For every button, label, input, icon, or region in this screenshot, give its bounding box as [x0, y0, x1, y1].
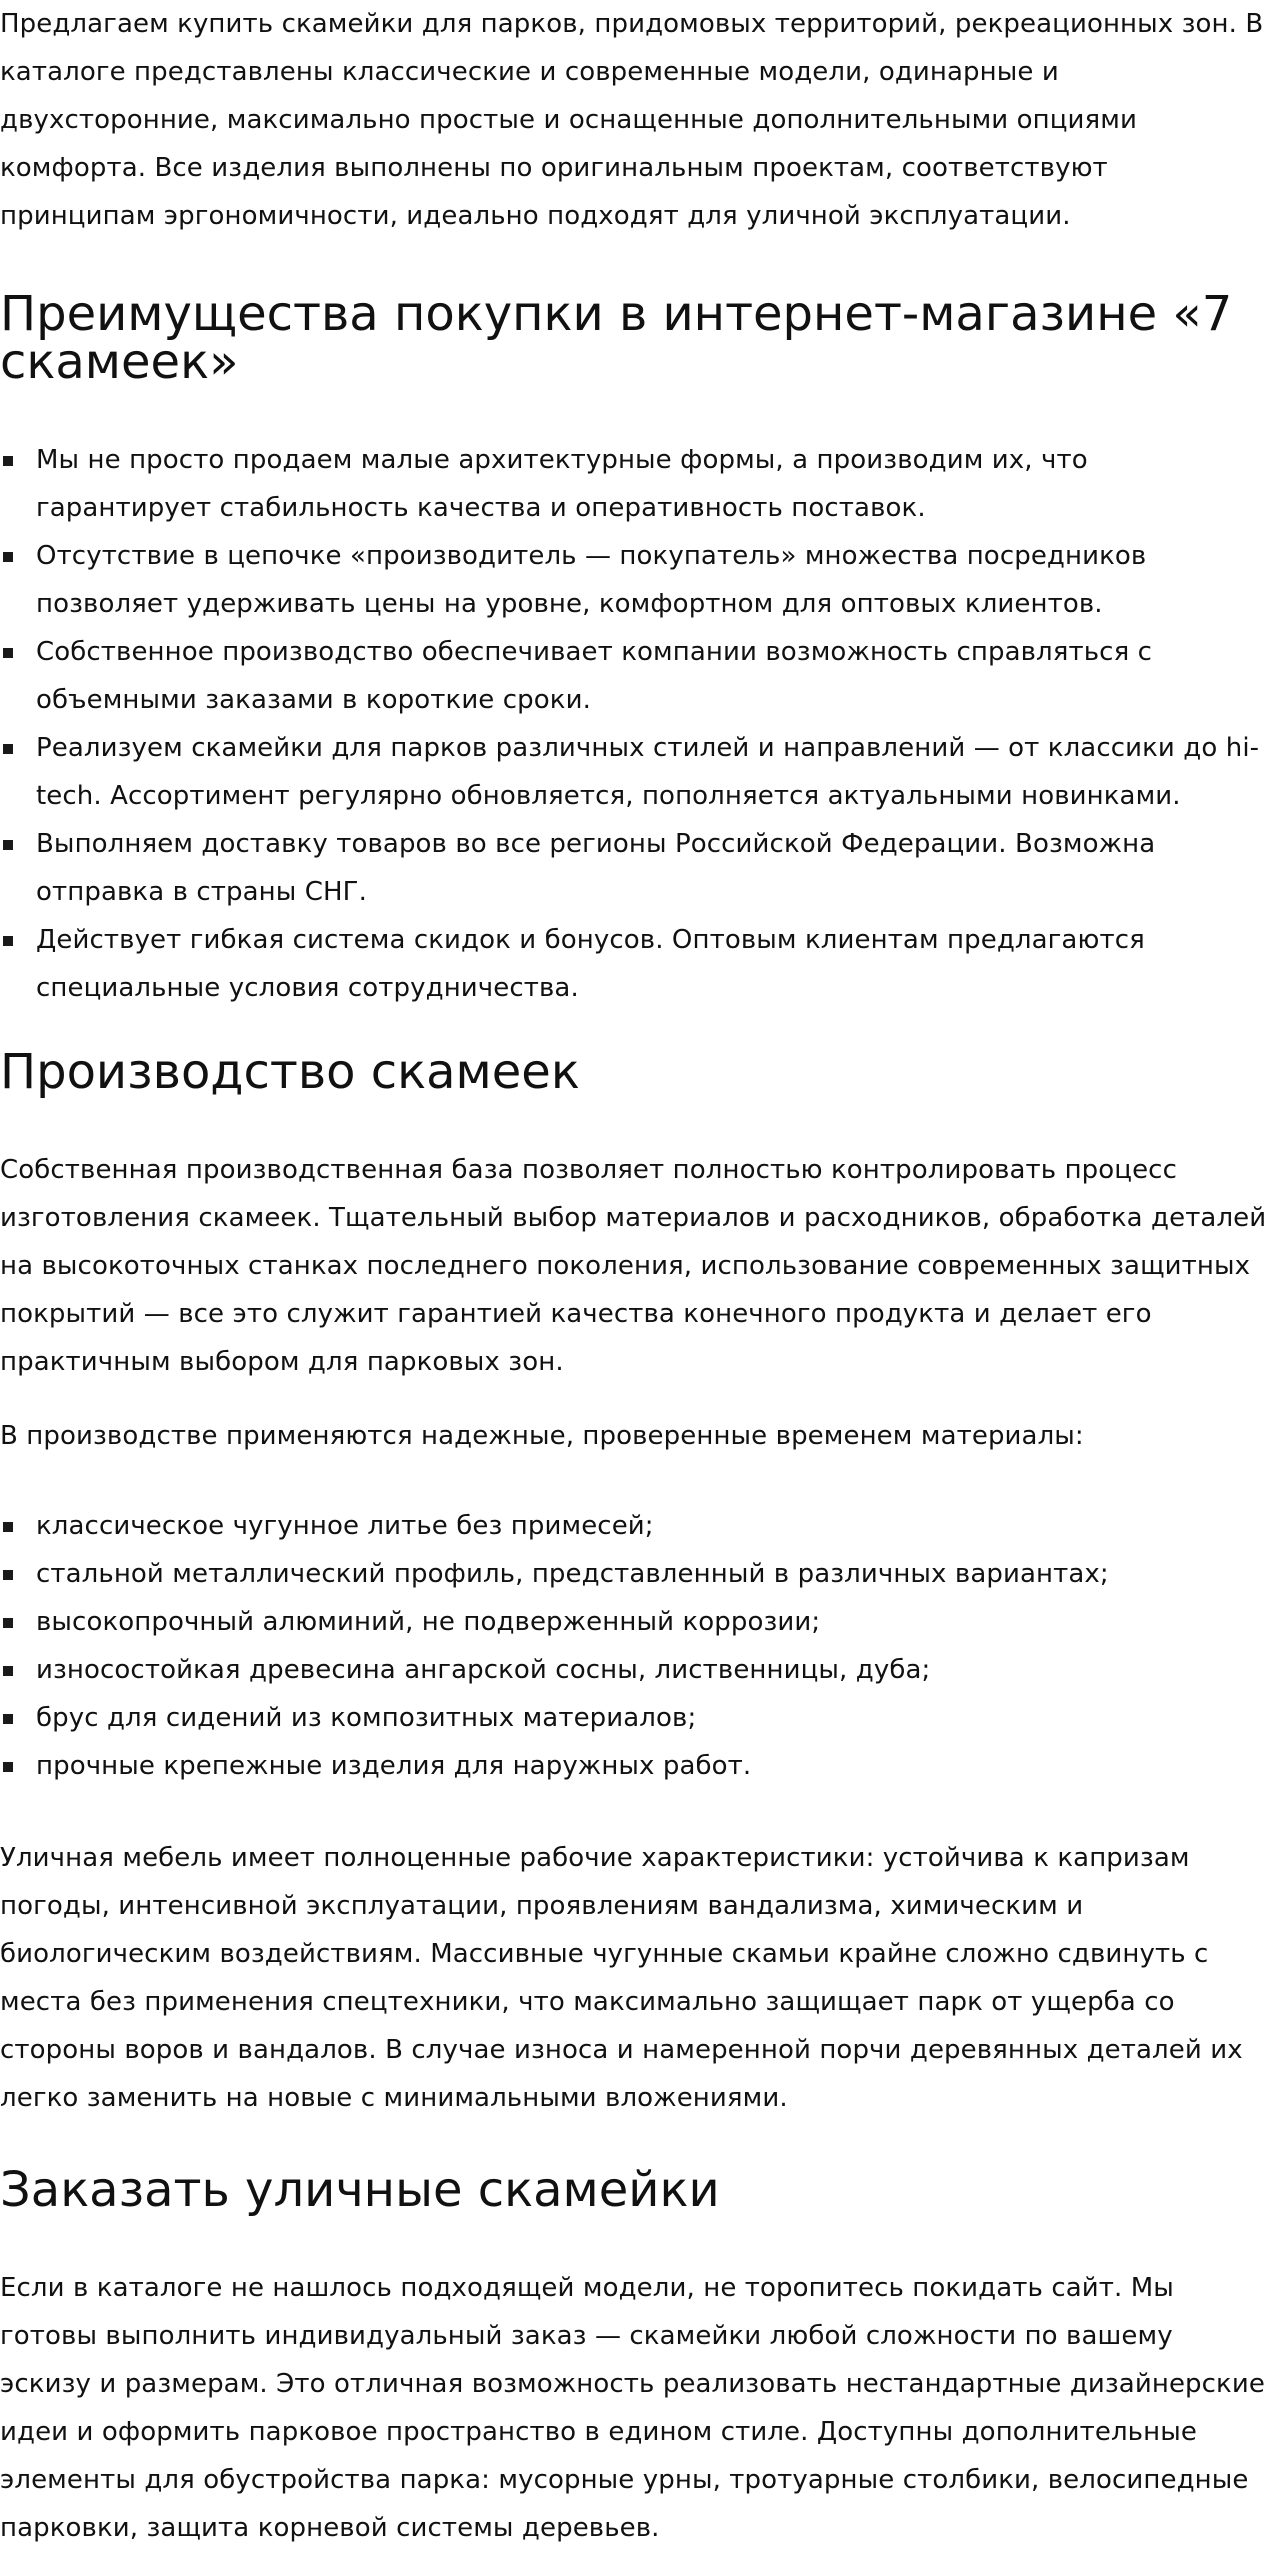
square-bullet-icon [3, 744, 13, 754]
square-bullet-icon [3, 552, 13, 562]
square-bullet-icon [3, 936, 13, 946]
production-paragraph: Собственная производственная база позволяет полностью контролировать процесс изготовления скамеек. Тщательный выбор материалов и расходников, обработка деталей на высокоточных станках последнего поколения, использование современных защитных покрытий — все это служит гарантией качества конечного продукта и делает его практичным выбором для парковых зон. [0, 1155, 1267, 1377]
square-bullet-icon [3, 1618, 13, 1628]
list-item: Мы не просто продаем малые архитектурные формы, а производим их, что гарантирует стабильность качества и оперативность поставок. [0, 436, 1270, 532]
list-item: Выполняем доставку товаров во все регионы Российской Федерации. Возможна отправка в страны СНГ. [0, 820, 1270, 916]
list-item: стальной металлический профиль, представленный в различных вариантах; [0, 1550, 1270, 1598]
order-heading: Заказать уличные скамейки [0, 2162, 720, 2218]
materials-intro-paragraph: В производстве применяются надежные, проверенные временем материалы: [0, 1421, 1084, 1451]
square-bullet-icon [3, 1522, 13, 1532]
square-bullet-icon [3, 648, 13, 658]
list-item: прочные крепежные изделия для наружных работ. [0, 1742, 1270, 1790]
advantages-heading: Преимущества покупки в интернет-магазине «7 скамеек» [0, 286, 1233, 390]
list-item: Отсутствие в цепочке «производитель — покупатель» множества посредников позволяет удерживать цены на уровне, комфортном для оптовых клиентов. [0, 532, 1270, 628]
list-item: брус для сидений из композитных материалов; [0, 1694, 1270, 1742]
square-bullet-icon [3, 1762, 13, 1772]
materials-list [0, 1502, 1270, 1790]
square-bullet-icon [3, 1570, 13, 1580]
list-item: классическое чугунное литье без примесей; [0, 1502, 1270, 1550]
square-bullet-icon [3, 1714, 13, 1724]
order-paragraph: Если в каталоге не нашлось подходящей модели, не торопитесь покидать сайт. Мы готовы выполнить индивидуальный заказ — скамейки любой сложности по вашему эскизу и размерам. Это отличная возможность реализовать нестандартные дизайнерские идеи и оформить парковое пространство в едином стиле. Доступны дополнительные элементы для обустройства парка: мусорные урны, тротуарные столбики, велосипедные парковки, защита корневой системы деревьев. [0, 2273, 1265, 2543]
intro-paragraph: Предлагаем купить скамейки для парков, придомовых территорий, рекреационных зон. В каталоге представлены классические и современные модели, одинарные и двухсторонние, максимально простые и оснащенные дополнительными опциями комфорта. Все изделия выполнены по оригинальным проектам, соответствуют принципам эргономичности, идеально подходят для уличной эксплуатации. [0, 9, 1264, 231]
square-bullet-icon [3, 1666, 13, 1676]
list-item: Собственное производство обеспечивает компании возможность справляться с объемными заказами в короткие сроки. [0, 628, 1270, 724]
list-item: высокопрочный алюминий, не подверженный коррозии; [0, 1598, 1270, 1646]
square-bullet-icon [3, 456, 13, 466]
list-item: Реализуем скамейки для парков различных стилей и направлений — от классики до hi-tech. Ассортимент регулярно обновляется, пополняется актуальными новинками. [0, 724, 1270, 820]
list-item: Действует гибкая система скидок и бонусов. Оптовым клиентам предлагаются специальные условия сотрудничества. [0, 916, 1270, 1012]
square-bullet-icon [3, 840, 13, 850]
street-furniture-paragraph: Уличная мебель имеет полноценные рабочие характеристики: устойчива к капризам погоды, интенсивной эксплуатации, проявлениям вандализма, химическим и биологическим воздействиям. Массивные чугунные скамьи крайне сложно сдвинуть с места без применения спецтехники, что максимально защищает парк от ущерба со стороны воров и вандалов. В случае износа и намеренной порчи деревянных деталей их легко заменить на новые с минимальными вложениями. [0, 1843, 1243, 2113]
production-heading: Производство скамеек [0, 1044, 580, 1100]
advantages-list [0, 436, 1270, 1012]
list-item: износостойкая древесина ангарской сосны, лиственницы, дуба; [0, 1646, 1270, 1694]
